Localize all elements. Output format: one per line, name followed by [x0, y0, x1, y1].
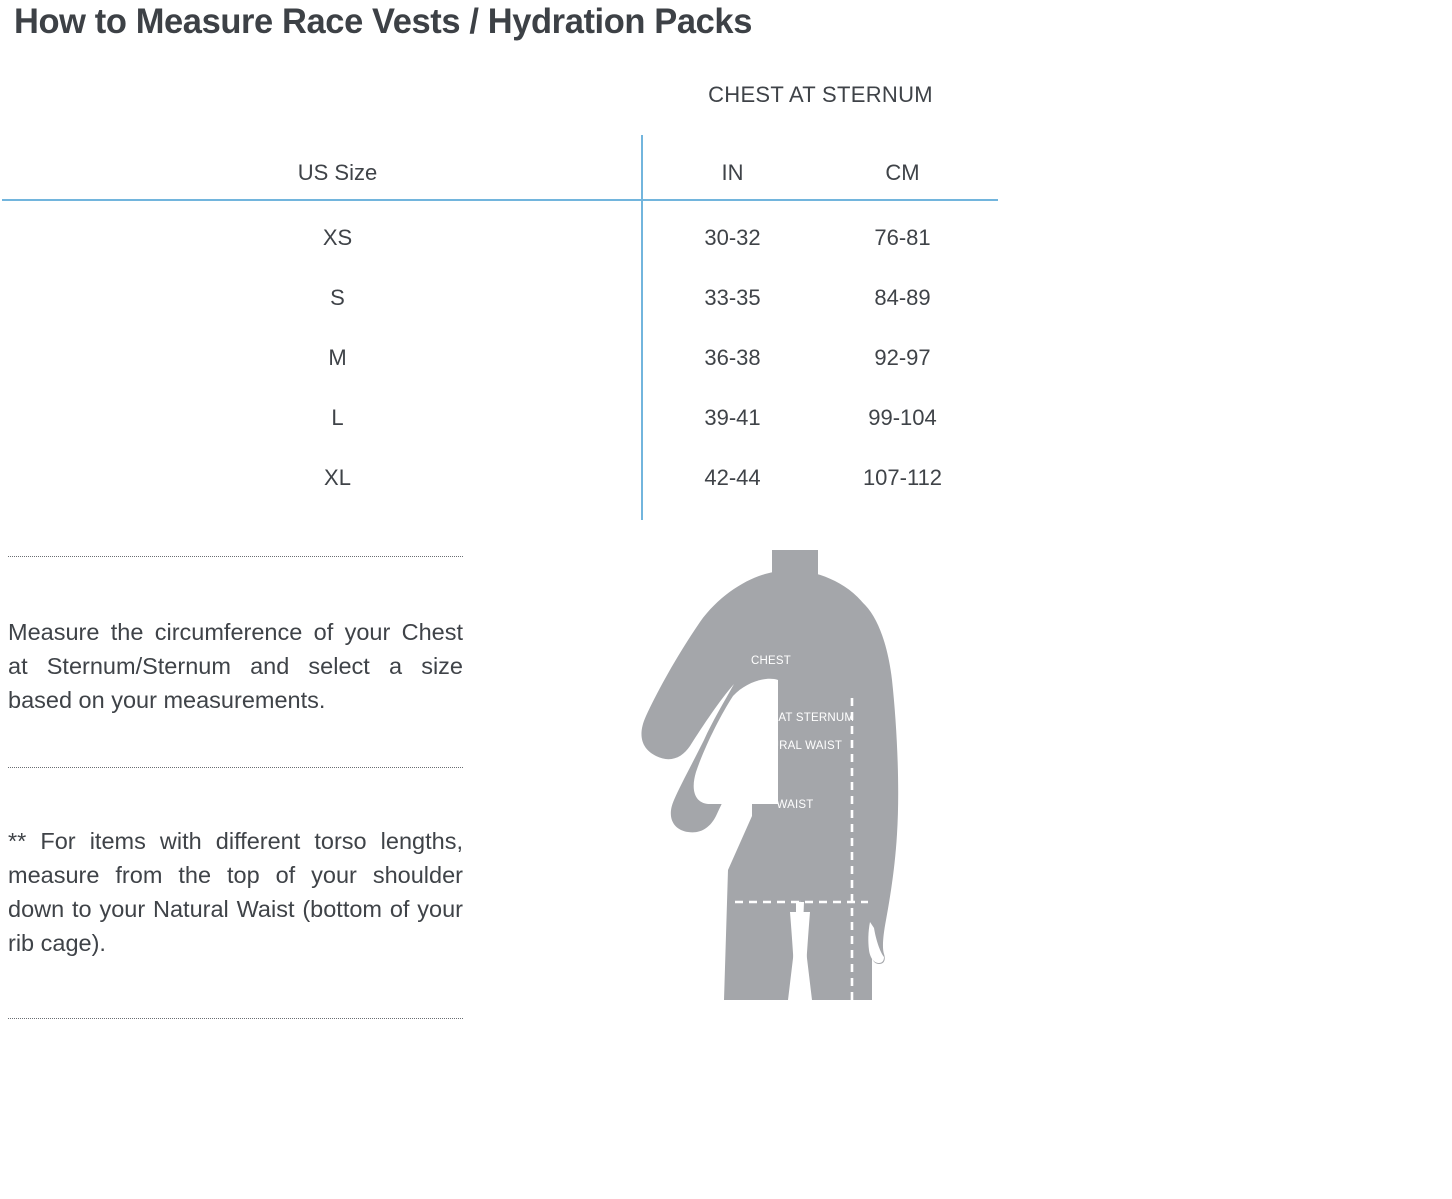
cell-us-size: M [328, 345, 347, 370]
notes-divider-bottom [8, 1018, 463, 1019]
page-title: How to Measure Race Vests / Hydration Packs [14, 2, 752, 41]
cell-cm: 92-97 [874, 345, 931, 370]
cell-in: 36-38 [704, 345, 761, 370]
table-row [0, 268, 1000, 328]
table-row [0, 448, 1000, 508]
figure-label-chest: CHEST [751, 655, 791, 667]
table-header-underline [2, 199, 998, 201]
column-header-in: IN [721, 160, 744, 185]
table-row [0, 328, 1000, 388]
table-row [0, 388, 1000, 448]
column-header-us-size: US Size [297, 160, 378, 185]
cell-cm: 107-112 [862, 465, 943, 490]
cell-us-size: XS [322, 225, 353, 250]
notes-divider-middle [8, 767, 463, 768]
table-row [0, 208, 1000, 268]
column-header-cm: CM [885, 160, 920, 185]
cell-cm: 76-81 [874, 225, 931, 250]
cell-cm: 99-104 [868, 405, 937, 430]
note-torso-instructions: ** For items with different torso lengths, measure from the top of your shoulder down to your Natural Waist (bottom of your rib cage). [8, 828, 463, 956]
cell-in: 42-44 [704, 465, 761, 490]
cell-in: 33-35 [704, 285, 761, 310]
figure-label-natural-waist: NATURAL WAIST [747, 740, 843, 752]
notes-divider-top [8, 556, 463, 557]
cell-us-size: L [331, 405, 344, 430]
body-silhouette-svg [600, 550, 1000, 1000]
figure-label-chest-at-sternum: CHEST AT STERNUM [735, 712, 855, 724]
cell-in: 39-41 [704, 405, 761, 430]
cell-cm: 84-89 [874, 285, 931, 310]
cell-us-size: XL [324, 465, 351, 490]
size-chart-table [0, 60, 1000, 530]
note-measure-instructions: Measure the circumference of your Chest at Sternum/Sternum and select a size based on your measurements. [8, 619, 463, 713]
figure-label-waist: WAIST [776, 799, 814, 811]
body-measurement-diagram [600, 550, 1452, 1199]
silhouette-shape [641, 550, 898, 1000]
cell-us-size: S [330, 285, 345, 310]
measurement-notes [8, 556, 463, 1019]
figure-label-torso: TORSO [1440, 1157, 1452, 1199]
table-group-header-chest-at-sternum: CHEST AT STERNUM [708, 82, 933, 107]
cell-in: 30-32 [704, 225, 761, 250]
